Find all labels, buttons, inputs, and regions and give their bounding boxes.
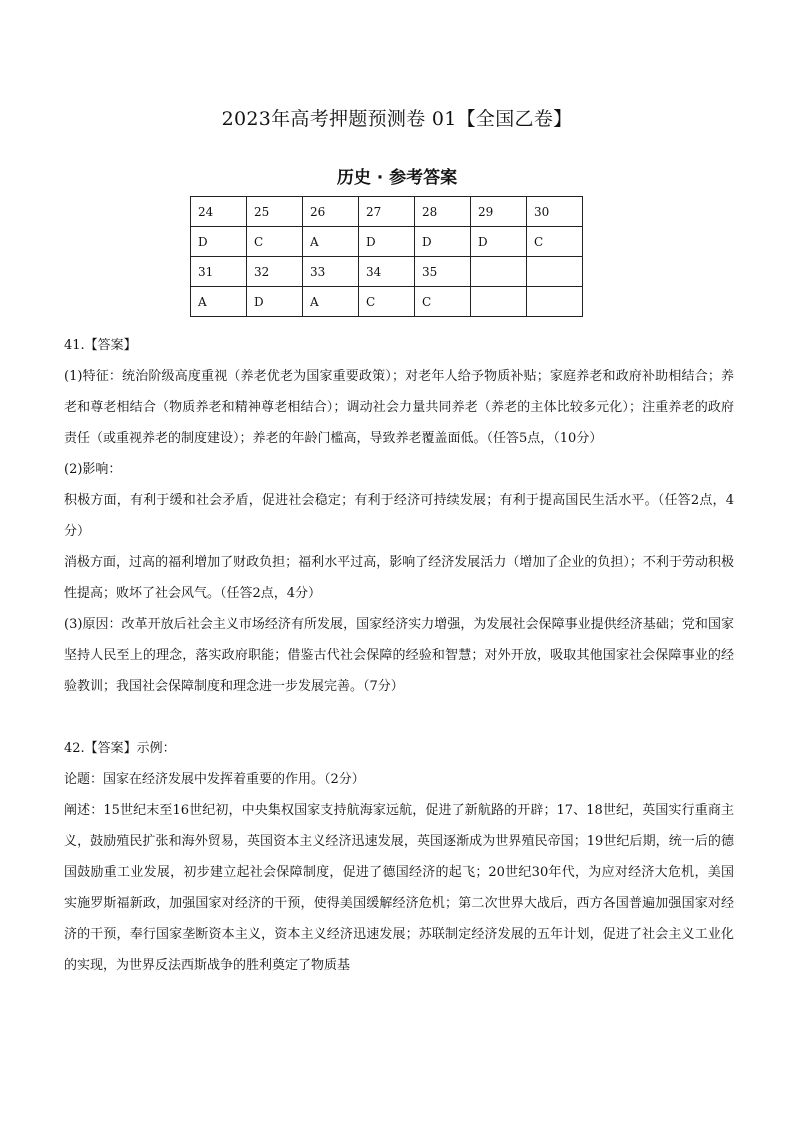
table-cell [471, 257, 527, 287]
table-cell: 35 [415, 257, 471, 287]
table-cell: D [359, 227, 415, 257]
section-spacer [64, 702, 734, 733]
table-cell: A [191, 287, 247, 317]
q41-part3: (3)原因：改革开放后社会主义市场经济有所发展，国家经济实力增强，为发展社会保障事业提供经济基础；党和国家坚持人民至上的理念，落实政府职能；借鉴古代社会保障的经验和智慧；对外开放，吸取其他国家社会保障事业的经验教训；我国社会保障制度和理念进一步发展完善。（7分） [64, 617, 734, 694]
table-cell: D [247, 287, 303, 317]
table-cell [527, 257, 583, 287]
table-row [191, 257, 583, 287]
table-cell: C [527, 227, 583, 257]
table-cell [527, 287, 583, 317]
table-cell: 34 [359, 257, 415, 287]
q41-part2-positive: 积极方面，有利于缓和社会矛盾，促进社会稳定；有利于经济可持续发展；有利于提高国民生活水平。（任答2点，4分） [64, 493, 734, 539]
table-cell: 26 [303, 197, 359, 227]
table-cell: D [471, 227, 527, 257]
q41-heading: 41.【答案】 [64, 338, 137, 353]
q41-part2-label: (2)影响： [64, 462, 122, 477]
table-cell: 30 [527, 197, 583, 227]
q42-thesis: 论题：国家在经济发展中发挥着重要的作用。（2分） [64, 772, 365, 787]
table-cell: A [303, 287, 359, 317]
table-row [191, 287, 583, 317]
answer-table [190, 196, 583, 317]
page-subtitle: 历史 · 参考答案 [336, 168, 458, 188]
table-cell: C [359, 287, 415, 317]
table-row [191, 227, 583, 257]
table-cell: A [303, 227, 359, 257]
table-cell: D [191, 227, 247, 257]
table-cell: 29 [471, 197, 527, 227]
q41-part2-negative: 消极方面，过高的福利增加了财政负担；福利水平过高，影响了经济发展活力（增加了企业的负担）；不利于劳动积极性提高；败坏了社会风气。（任答2点，4分） [64, 555, 734, 601]
table-cell: 31 [191, 257, 247, 287]
table-cell [471, 287, 527, 317]
q42-elaboration: 阐述：15世纪末至16世纪初，中央集权国家支持航海家远航，促进了新航路的开辟；17、18世纪，英国实行重商主义，鼓励殖民扩张和海外贸易，英国资本主义经济迅速发展，英国逐渐成为世界殖民帝国；19世纪后期，统一后的德国鼓励重工业发展，初步建立起社会保障制度，促进了德国经济的起飞；20世纪30年代，为应对经济大危机，美国实施罗斯福新政，加强国家对经济的干预，使得美国缓解经济危机；第二次世界大战后，西方各国普遍加强国家对经济的干预，奉行国家垄断资本主义，资本主义经济迅速发展；苏联制定经济发展的五年计划，促进了社会主义工业化的实现，为世界反法西斯战争的胜利奠定了物质基 [64, 803, 734, 973]
page-title: 2023年高考押题预测卷 01【全国乙卷】 [221, 108, 573, 130]
table-cell: D [415, 227, 471, 257]
answer-content [64, 330, 734, 981]
table-cell: 27 [359, 197, 415, 227]
table-cell: 24 [191, 197, 247, 227]
q41-part1: (1)特征：统治阶级高度重视（养老优老为国家重要政策）；对老年人给予物质补贴；家庭养老和政府补助相结合；养老和尊老相结合（物质养老和精神尊老相结合）；调动社会力量共同养老（养老的主体比较多元化）；注重养老的政府责任（或重视养老的制度建设）；养老的年龄门槛高，导致养老覆盖面低。（任答5点，（10分） [64, 369, 734, 446]
table-row [191, 197, 583, 227]
table-cell: C [415, 287, 471, 317]
table-cell: 25 [247, 197, 303, 227]
table-cell: 28 [415, 197, 471, 227]
q42-heading: 42.【答案】示例： [64, 741, 176, 756]
table-cell: 33 [303, 257, 359, 287]
table-cell: C [247, 227, 303, 257]
table-cell: 32 [247, 257, 303, 287]
